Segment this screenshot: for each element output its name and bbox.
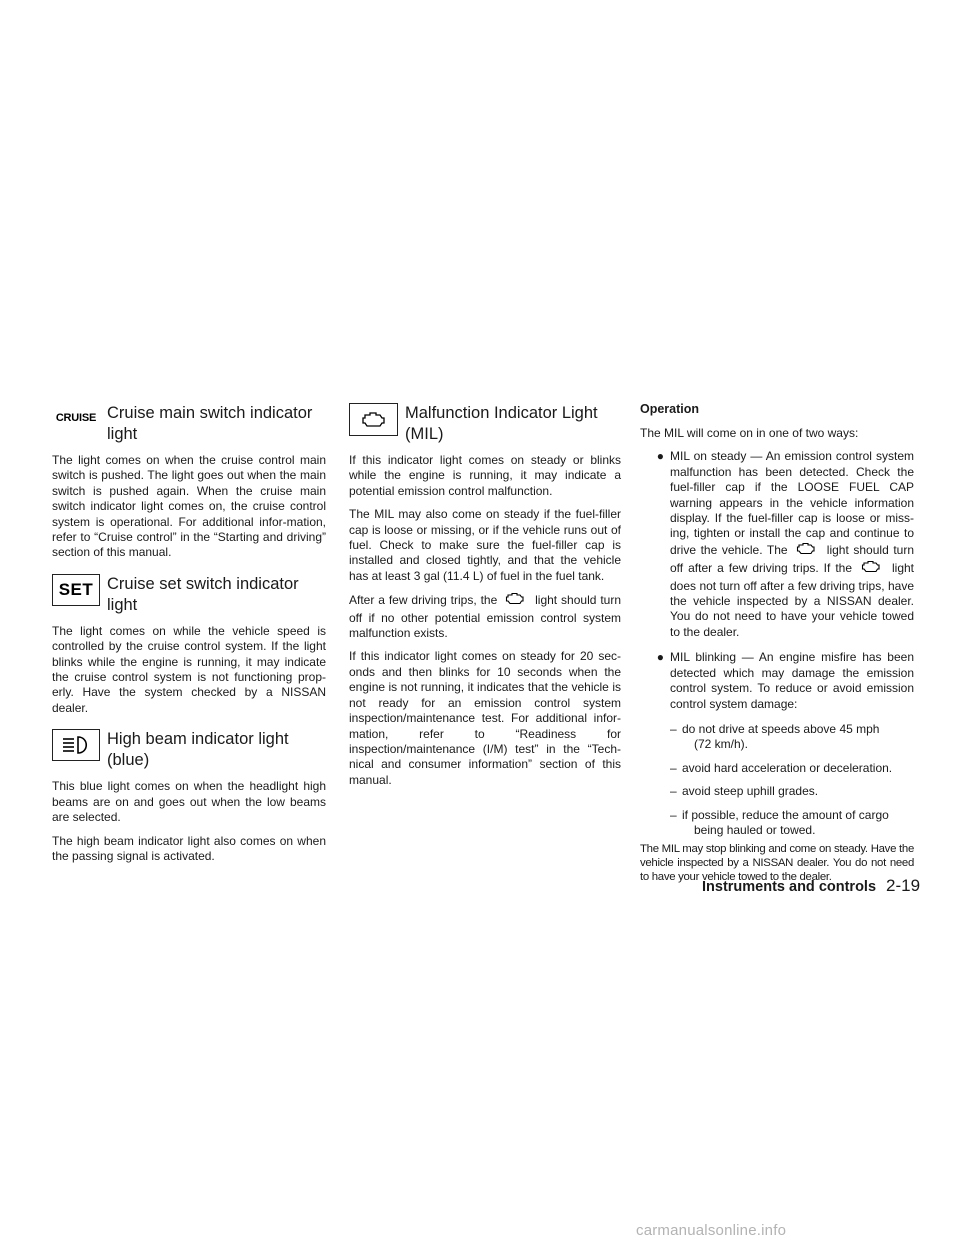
mil-title-line2: (MIL)	[405, 425, 444, 443]
dash1-a: do not drive at speeds above 45 mph	[682, 721, 880, 736]
cruise-main-body: The light comes on when the cruise control main switch is pushed. The light goes out when the main switch is pushed again. When the cruise main switch indicator light comes on, the cruise control system is operational. For additional infor-mation, refer to “Cruise control” in the “Starting and driving” section of this manual.	[52, 453, 326, 560]
dash-mark: –	[670, 807, 677, 822]
dash-item-grades-text: avoid steep uphill grades.	[682, 784, 819, 799]
bullet-mil-blinking	[640, 650, 914, 712]
bullet-mark: ●	[656, 650, 664, 665]
dash4-b: being hauled or towed.	[694, 822, 816, 837]
mil-title	[405, 402, 598, 445]
dash-item-grades	[670, 784, 914, 799]
mil-para-3-b: light should turn off if no other potential emission control system malfunction exists.	[349, 593, 621, 641]
dash-item-cargo	[670, 808, 914, 839]
cruise-set-body: The light comes on while the vehicle speed is controlled by the cruise control system. If the light blinks while the engine is running, it may indicate the cruise control system is not functioning prop-erly. Have the system checked by a NISSAN dealer.	[52, 623, 326, 715]
dash-mark: –	[670, 784, 677, 799]
cruise-icon	[52, 403, 100, 433]
page-footer	[702, 876, 920, 896]
dash-item-acceleration-text: avoid hard acceleration or deceleration.	[682, 760, 893, 775]
column-left	[52, 402, 326, 872]
dash-item-speed-text	[682, 722, 914, 753]
cruise-main-title-line2: light	[107, 425, 138, 443]
cruise-main-title	[107, 402, 312, 445]
engine-check-inline-icon	[859, 560, 885, 578]
cruise-set-title	[107, 573, 299, 616]
operation-note: The MIL may stop blinking and come on steady. Have the vehicle inspected by a NISSAN dealer. You do not need to have your vehicle towed to the dealer.	[640, 843, 914, 884]
bullet1-a: MIL on steady — An emission control system malfunction has been detected. Check the fuel-filler cap if the LOOSE FUEL CAP warning appears in the vehicle information display. If the fuel-filler cap is loose or miss-ing, tighten or install the cap and continue to drive the vehicle. The	[670, 449, 914, 557]
cruise-main-header	[52, 402, 326, 445]
high-beam-body-1: This blue light comes on when the headlight high beams are on and goes out when the low beams are selected.	[52, 779, 326, 825]
cruise-icon-text: CRUISE	[55, 412, 97, 424]
engine-check-inline-icon	[794, 542, 820, 560]
mil-para-4: If this indicator light comes on steady for 20 sec-onds and then blinks for 10 seconds when the engine is not running, it indicates that the vehicle is not ready for an emission control system inspection/maintenance test. For additional infor-mation, refer to “Readiness for inspection/maintenance (I/M) test” in the “Tech-nical and consumer information” section of this manual.	[349, 649, 621, 787]
dash-mark: –	[670, 760, 677, 775]
dash4-a: if possible, reduce the amount of cargo	[682, 807, 889, 822]
engine-check-icon	[349, 403, 398, 436]
cruise-main-title-line1: Cruise main switch indicator	[107, 404, 313, 422]
high-beam-body-2: The high beam indicator light also comes on when the passing signal is activated.	[52, 833, 326, 863]
footer-page-number: 2-19	[886, 876, 921, 895]
high-beam-icon	[52, 729, 100, 761]
column-right	[640, 402, 914, 884]
cruise-set-title-line2: light	[107, 595, 138, 614]
mil-para-3	[349, 592, 621, 641]
mil-title-line1: Malfunction Indicator Light	[405, 404, 598, 422]
mil-header	[349, 402, 621, 445]
set-icon-text: SET	[58, 579, 94, 599]
dash-item-acceleration	[670, 761, 914, 776]
set-icon	[52, 574, 100, 606]
bullet-mil-blinking-text: MIL blinking — An engine misfire has been detected which may damage the emission control system. To reduce or avoid emission control system damage:	[670, 650, 914, 711]
bullet-mil-steady-text	[670, 449, 914, 640]
high-beam-header	[52, 728, 326, 771]
cruise-set-title-line1: Cruise set switch indicator	[107, 574, 299, 593]
mil-para-3-a: After a few driving trips, the	[349, 593, 498, 608]
bullet1-c: light does not turn off after a few driving trips, have the vehicle inspected by a NISSAN dealer. You do not need to have your vehicle towed to the dealer.	[670, 561, 914, 639]
operation-intro: The MIL will come on in one of two ways:	[640, 426, 859, 440]
operation-heading: Operation	[640, 402, 700, 416]
bullet-mil-steady	[640, 449, 914, 640]
high-beam-title	[107, 728, 289, 771]
watermark: carmanualsonline.info	[636, 1222, 787, 1239]
column-middle	[349, 402, 621, 796]
dash-item-speed	[670, 722, 914, 753]
engine-check-inline-icon	[503, 592, 529, 610]
mil-para-1: If this indicator light comes on steady or blinks while the engine is running, it may indicate a potential emission control malfunction.	[349, 453, 621, 498]
bullet1-b: light should turn off after a few driving trips. If the	[670, 542, 914, 576]
cruise-set-header	[52, 573, 326, 616]
dash-mark: –	[670, 721, 677, 736]
mil-para-2: The MIL may also come on steady if the fuel-filler cap is loose or missing, or if the vehicle runs out of fuel. Check to make sure the fuel-filler cap is installed and closed tightly, and that the vehicle has at least 3 gal (11.4 L) of fuel in the fuel tank.	[349, 507, 621, 583]
high-beam-title-line2: (blue)	[107, 751, 150, 770]
bullet-mark: ●	[656, 449, 664, 464]
dash-item-cargo-text	[682, 808, 914, 839]
dash1-b: (72 km/h).	[694, 737, 749, 752]
high-beam-title-line1: High beam indicator light	[107, 730, 289, 749]
footer-section-title: Instruments and controls	[702, 879, 877, 895]
